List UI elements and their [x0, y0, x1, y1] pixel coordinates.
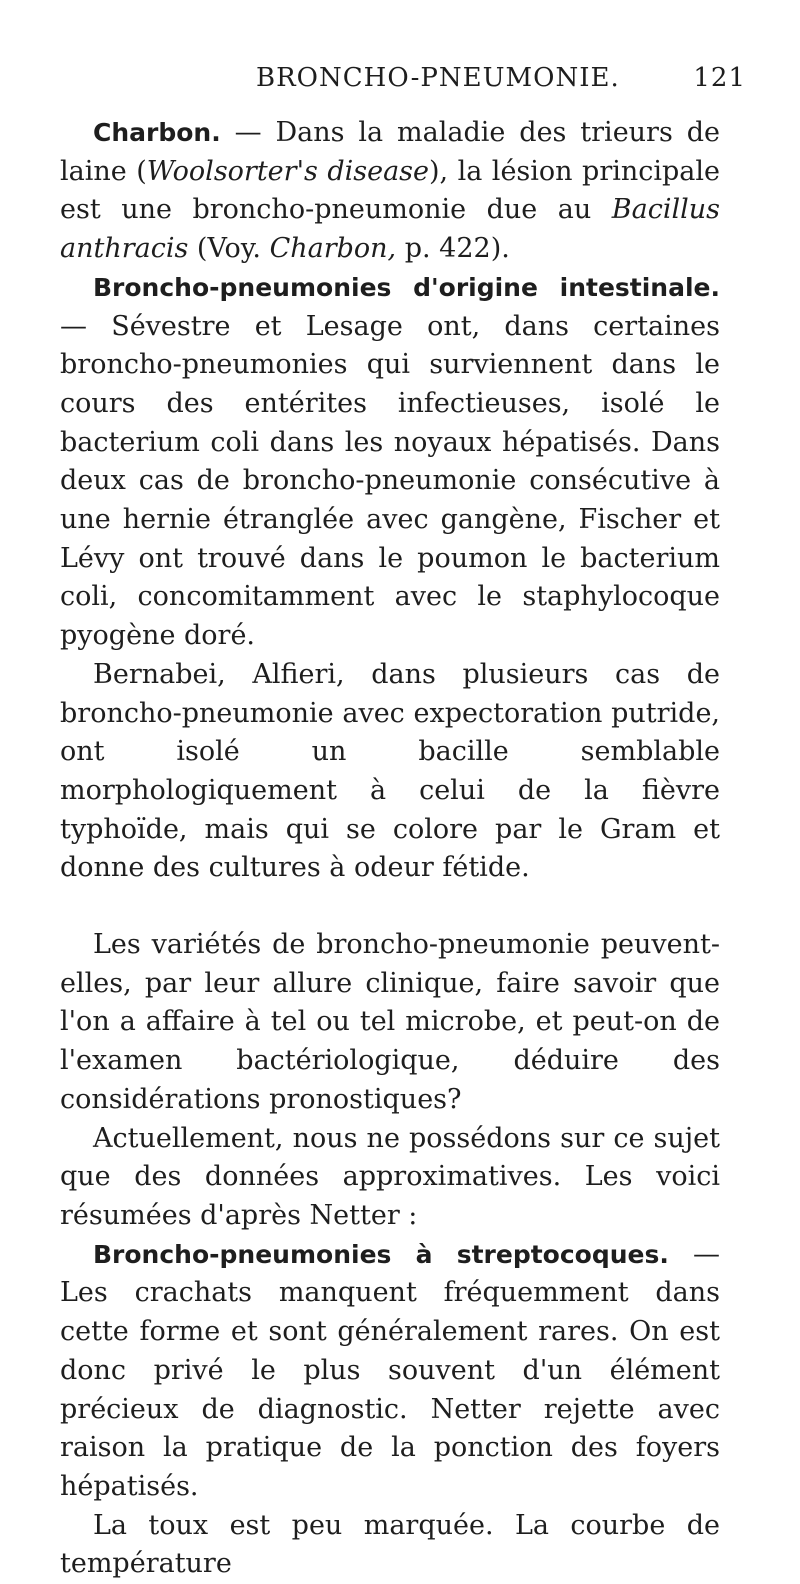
section-title-charbon: Charbon. — [93, 118, 221, 147]
paragraph-origine-intestinale — [60, 269, 720, 656]
paragraph-text: Les variétés de broncho-pneumonie peuvent-elles, par leur allure clinique, faire savoir que l'on a affaire à tel ou tel microbe, et peut-on de l'examen bactériologique, déduire des considérations pronostiques? — [60, 929, 720, 1115]
section-title-streptocoques: Broncho-pneumonies à streptocoques. — [93, 1239, 669, 1269]
paragraph-text: La toux est peu marquée. La courbe de température — [60, 1509, 720, 1580]
body-text — [60, 114, 720, 1584]
paragraph-actuellement — [60, 1120, 720, 1236]
section-title-origine-intestinale: Broncho-pneumonies d'origine intestinale. — [93, 272, 720, 302]
paragraph-text: p. 422). — [396, 233, 510, 265]
italic-term: Bacillus anthracis — [60, 194, 720, 265]
paragraph-text: (Voy. — [188, 233, 270, 265]
paragraph-text: ), la lésion principale est une broncho-pneumonie due au — [60, 155, 720, 226]
paragraph-text: — Sévestre et Lesage ont, dans certaines broncho-pneumonies qui surviennent dans le cours des entérites infectieuses, isolé le bacterium coli dans les noyaux hépatisés. Dans deux cas de broncho-pneumonie consécutive à une hernie étranglée avec gangène, Fischer et Lévy ont trouvé dans le poumon le bacterium coli, concomitamment avec le staphylocoque pyogène doré. — [60, 310, 720, 652]
paragraph-text: — Les crachats manquent fréquemment dans cette forme et sont généralement rares. On est donc privé le plus souvent d'un élément précieux de diagnostic. Netter rejette avec raison la pratique de la ponction des foyers hépatisés. — [60, 1238, 720, 1502]
paragraph-streptocoques — [60, 1236, 720, 1507]
paragraph-text: Actuellement, nous ne possédons sur ce sujet que des données approximatives. Les voici résumées d'après Netter : — [60, 1122, 720, 1231]
italic-term: Woolsorter's disease — [146, 155, 430, 187]
page-number: 121 — [693, 63, 746, 93]
paragraph-varietes — [60, 926, 720, 1120]
paragraph-charbon — [60, 114, 720, 269]
paragraph-toux — [60, 1507, 720, 1584]
paragraph-text: Bernabei, Alfieri, dans plusieurs cas de broncho-pneumonie avec expectoration putride, ont isolé un bacille semblable morphologiquement à celui de la fièvre typhoïde, mais qui se colore par le Gram et donne des cultures à odeur fétide. — [60, 658, 720, 884]
paragraph-bernabei — [60, 656, 720, 888]
paragraph-text: — Dans la maladie des trieurs de laine ( — [60, 117, 720, 187]
italic-term: Charbon, — [269, 233, 397, 265]
running-header — [60, 63, 760, 99]
running-title: BRONCHO-PNEUMONIE. — [256, 63, 620, 93]
